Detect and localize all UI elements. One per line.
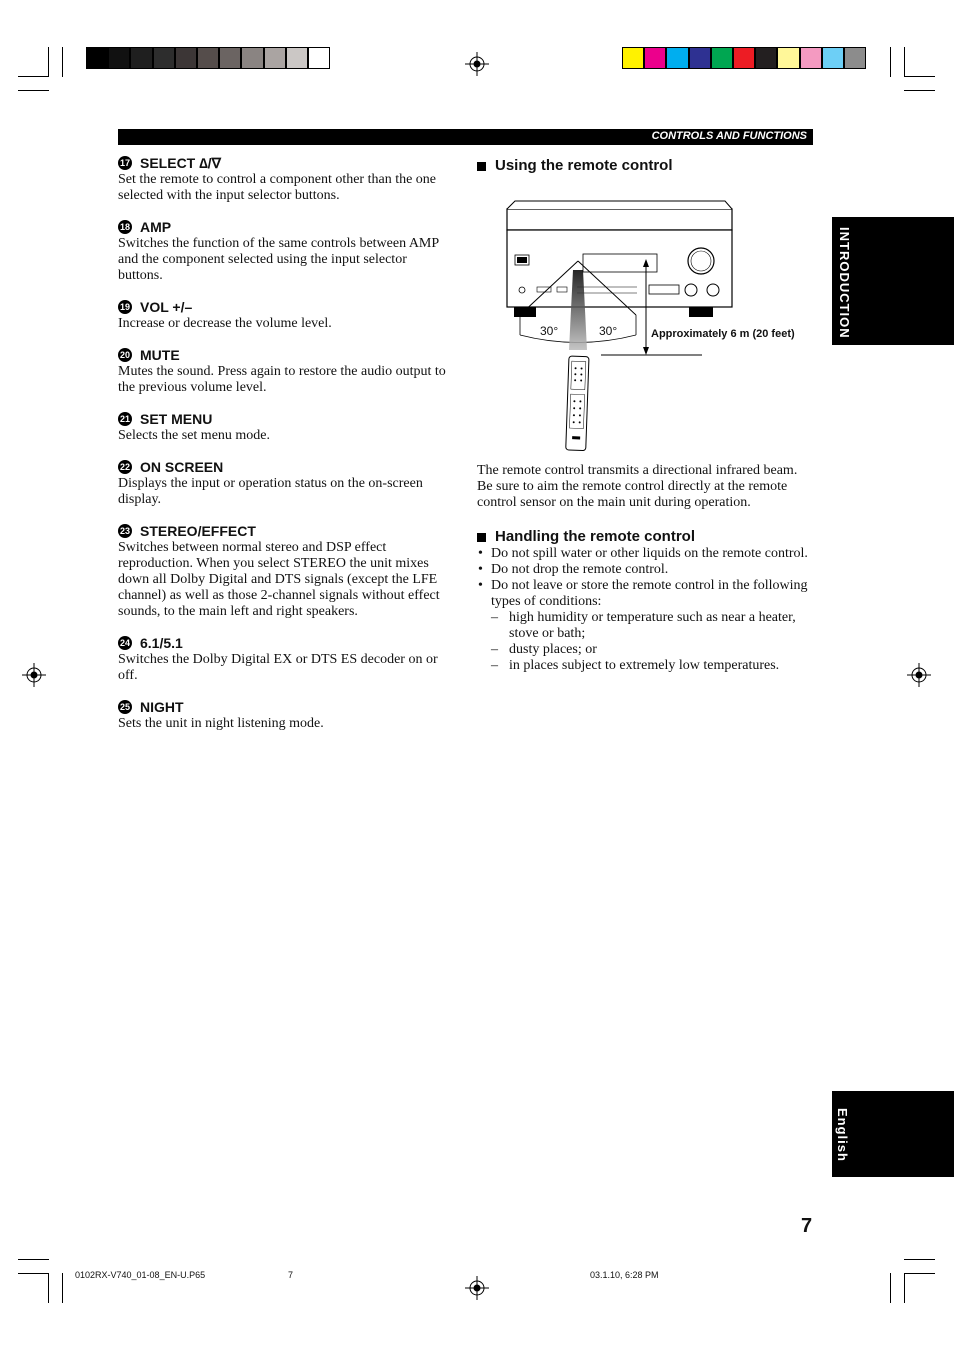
number-badge: 20 <box>119 350 130 360</box>
crop-mark <box>904 90 935 91</box>
distance-label: Approximately 6 m (20 feet) <box>651 328 795 340</box>
gray-swatch <box>108 47 130 69</box>
crop-mark <box>904 47 905 77</box>
gray-swatch <box>130 47 152 69</box>
item-title: SET MENU <box>140 411 213 427</box>
crop-mark <box>18 90 49 91</box>
item-select <box>118 155 454 204</box>
item-title: VOL +/– <box>140 299 193 315</box>
angle-right-label: 30° <box>599 324 618 338</box>
crop-mark <box>904 1273 905 1303</box>
item-title: ON SCREEN <box>140 459 224 475</box>
item-body: Switches the function of the same controls between AMP and the component selected using the input selector buttons. <box>118 236 439 283</box>
list-item: • Do not drop the remote control. <box>477 562 813 578</box>
list-item: • Do not leave or store the remote control in the following types of conditions: <box>477 578 813 610</box>
number-badge: 19 <box>119 302 130 312</box>
gray-swatch <box>175 47 197 69</box>
color-swatch <box>711 47 733 69</box>
gray-swatch <box>241 47 263 69</box>
handling-bullets <box>477 546 813 610</box>
crop-mark <box>890 1273 891 1303</box>
item-title: SELECT ∆/∇ <box>140 155 221 171</box>
registration-mark-icon <box>465 1276 489 1300</box>
number-badge: 24 <box>119 638 130 648</box>
square-bullet-icon <box>477 533 486 542</box>
crop-mark <box>18 76 49 77</box>
item-title: NIGHT <box>140 699 184 715</box>
item-on-screen <box>118 459 454 508</box>
tab-english <box>832 1091 954 1177</box>
tab-label: INTRODUCTION <box>837 227 852 339</box>
item-night <box>118 699 454 732</box>
item-title: STEREO/EFFECT <box>140 523 256 539</box>
item-title: 6.1/5.1 <box>140 635 183 651</box>
crop-mark <box>904 1259 935 1260</box>
remote-range-diagram <box>477 175 813 455</box>
item-body: Selects the set menu mode. <box>118 428 271 443</box>
item-body: Switches between normal stereo and DSP effect reproduction. When you select STEREO the unit mixes down all Dolby Digital and DTS signals (except the LFE channel) as well as those 2-channel signals without effect sounds, to the main left and right speakers. <box>118 540 440 619</box>
crop-mark <box>18 1259 49 1260</box>
crop-mark <box>48 1273 49 1303</box>
item-6-1-5-1 <box>118 635 454 684</box>
section-heading: Handling the remote control <box>477 528 813 546</box>
list-item: – high humidity or temperature such as near a heater, stove or bath; <box>477 610 813 642</box>
footer-page: 7 <box>288 1270 294 1280</box>
remote-description: The remote control transmits a directional infrared beam. Be sure to aim the remote control directly at the remote control sensor on the main unit during operation. <box>477 463 798 510</box>
number-badge: 17 <box>119 158 130 168</box>
section-heading: Using the remote control <box>477 157 813 175</box>
crop-mark <box>62 47 63 77</box>
list-item: – in places subject to extremely low temperatures. <box>477 658 813 674</box>
section-title: CONTROLS AND FUNCTIONS <box>651 130 807 142</box>
gray-swatch <box>197 47 219 69</box>
crop-mark <box>904 1273 935 1274</box>
number-badge: 18 <box>119 222 130 232</box>
item-body: Switches the Dolby Digital EX or DTS ES decoder on or off. <box>118 652 438 683</box>
gray-swatch <box>153 47 175 69</box>
crop-mark <box>890 47 891 77</box>
gray-swatch <box>86 47 108 69</box>
color-swatch <box>777 47 799 69</box>
footer-filename: 0102RX-V740_01-08_EN-U.P65 <box>75 1270 206 1280</box>
color-swatch <box>822 47 844 69</box>
crop-mark <box>62 1273 63 1303</box>
footer-date: 03.1.10, 6:28 PM <box>590 1270 659 1280</box>
gray-swatch <box>219 47 241 69</box>
square-bullet-icon <box>477 162 486 171</box>
color-swatch <box>666 47 688 69</box>
list-item: • Do not spill water or other liquids on the remote control. <box>477 546 813 562</box>
button-descriptions <box>118 155 454 747</box>
color-swatch <box>755 47 777 69</box>
registration-mark-icon <box>22 663 46 687</box>
tab-label: English <box>835 1108 850 1162</box>
page-number: 7 <box>801 1215 813 1237</box>
color-swatch <box>622 47 644 69</box>
number-badge: 21 <box>119 414 130 424</box>
gray-swatch <box>286 47 308 69</box>
color-swatch <box>800 47 822 69</box>
receiver-remote-illustration <box>477 175 813 455</box>
item-body: Displays the input or operation status on the on-screen display. <box>118 476 423 507</box>
item-body: Mutes the sound. Press again to restore the audio output to the previous volume level. <box>118 364 446 395</box>
item-body: Increase or decrease the volume level. <box>118 316 332 331</box>
tab-introduction <box>832 217 954 345</box>
item-stereo-effect <box>118 523 454 620</box>
registration-mark-icon <box>907 663 931 687</box>
number-badge: 22 <box>119 462 130 472</box>
item-amp <box>118 219 454 284</box>
list-item: – dusty places; or <box>477 642 813 658</box>
crop-mark <box>904 76 935 77</box>
color-swatch <box>733 47 755 69</box>
item-body: Sets the unit in night listening mode. <box>118 716 324 731</box>
section-header-bar <box>118 129 813 145</box>
color-swatch <box>844 47 866 69</box>
angle-left-label: 30° <box>540 324 559 338</box>
item-body: Set the remote to control a component other than the one selected with the input selector buttons. <box>118 172 437 203</box>
crop-mark <box>48 47 49 77</box>
item-mute <box>118 347 454 396</box>
color-swatch <box>689 47 711 69</box>
item-vol <box>118 299 454 332</box>
gray-swatch <box>264 47 286 69</box>
registration-mark-icon <box>465 52 489 76</box>
remote-info <box>477 157 813 674</box>
conditions-list <box>477 610 813 674</box>
item-title: AMP <box>140 219 172 235</box>
gray-swatch <box>308 47 330 69</box>
number-badge: 23 <box>119 526 130 536</box>
item-set-menu <box>118 411 454 444</box>
color-swatch <box>644 47 666 69</box>
number-badge: 25 <box>119 702 130 712</box>
crop-mark <box>18 1273 49 1274</box>
item-title: MUTE <box>140 347 180 363</box>
